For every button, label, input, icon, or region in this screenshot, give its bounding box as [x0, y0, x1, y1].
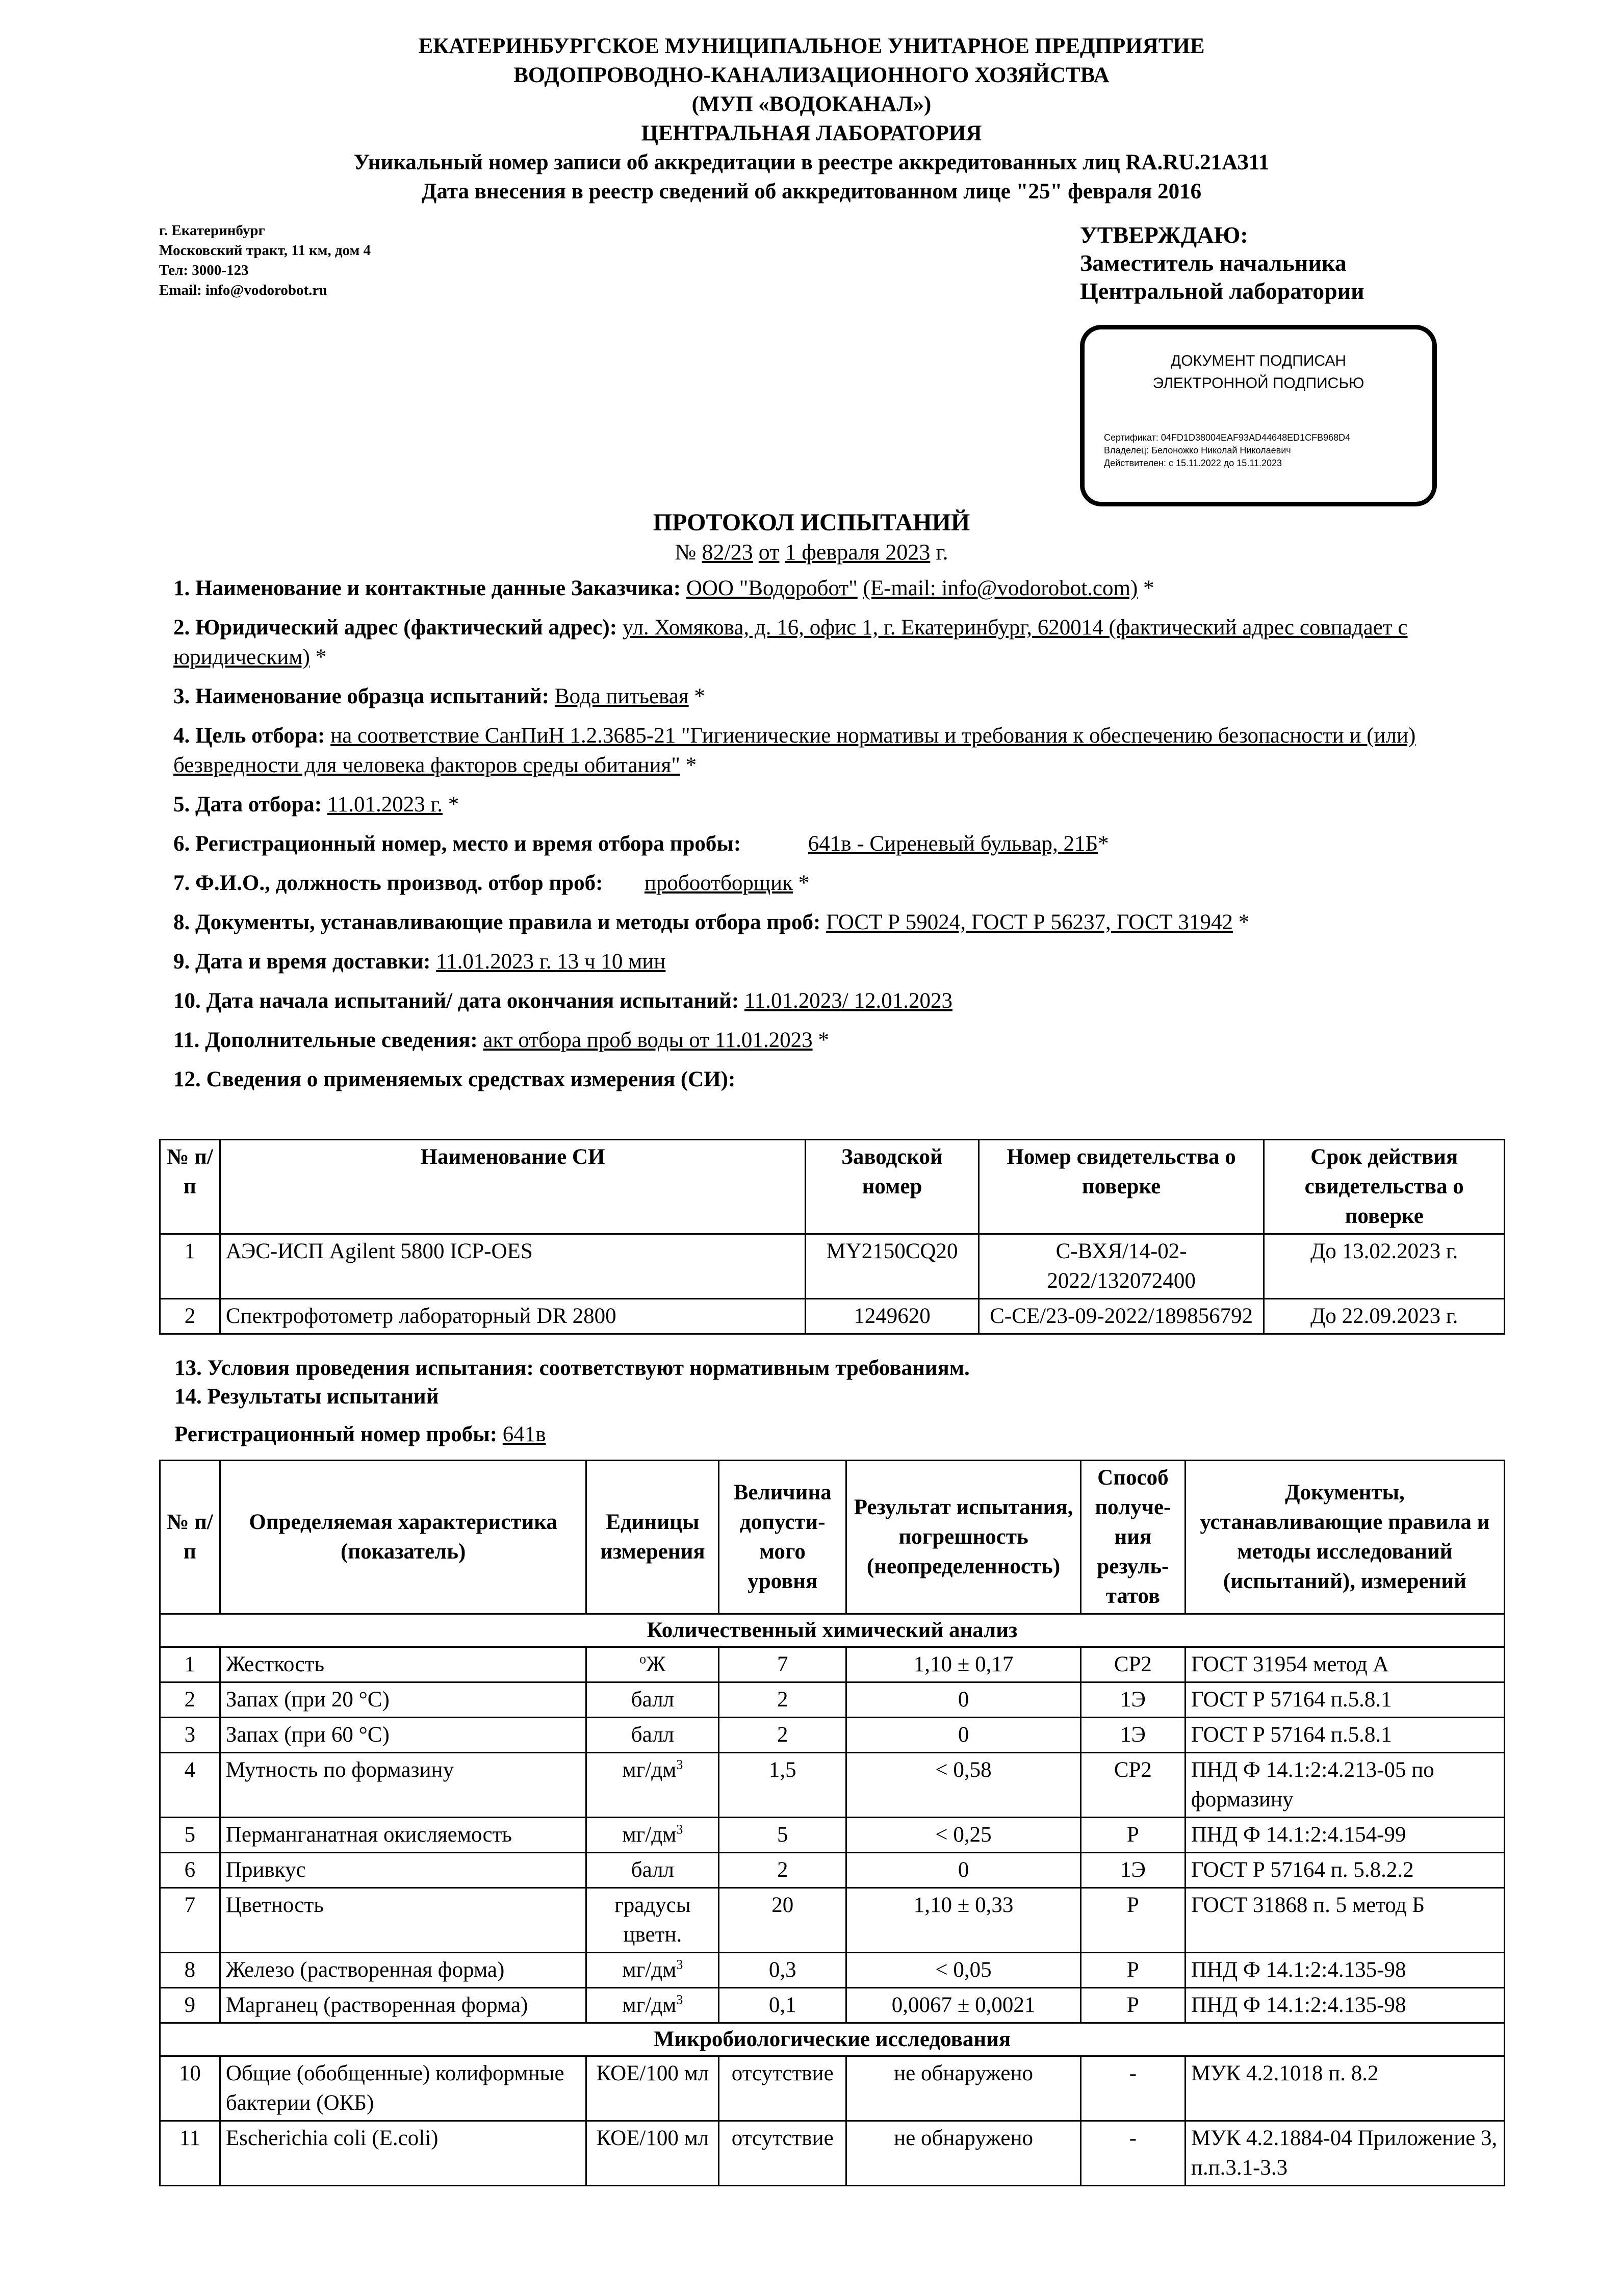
- cell-characteristic: Цветность: [220, 1888, 586, 1953]
- cell-documents: ПНД Ф 14.1:2:4.135-98: [1185, 1953, 1504, 1988]
- cell-num: 6: [160, 1853, 220, 1888]
- header-line-1: ЕКАТЕРИНБУРГСКОЕ МУНИЦИПАЛЬНОЕ УНИТАРНОЕ ПРЕДПРИЯТИЕ: [418, 34, 1205, 58]
- cell-limit: 0,3: [719, 1953, 846, 1988]
- item-value: 641в - Сиреневый бульвар, 21Б: [808, 832, 1098, 856]
- cell-method: Р: [1080, 1988, 1185, 2023]
- cell-limit: 2: [719, 1853, 846, 1888]
- cell-characteristic: Запах (при 20 °С): [220, 1682, 586, 1718]
- cell-num: 5: [160, 1818, 220, 1853]
- header-limit: Величина допусти-мого уровня: [719, 1461, 846, 1614]
- approval-block: [1080, 221, 1364, 305]
- table-row: [160, 1682, 1505, 1718]
- header-certificate: Номер свидетельства о поверке: [978, 1140, 1264, 1234]
- cell-unit: балл: [586, 1718, 719, 1753]
- item-test-conditions: 13. Условия проведения испытания: соответствуют нормативным требованиям.: [174, 1356, 970, 1380]
- item-value: Вода питьевая: [554, 684, 689, 708]
- cell-result: не обнаружено: [846, 2121, 1081, 2186]
- unit-text: мг/дм: [622, 1758, 677, 1782]
- cell-documents: ПНД Ф 14.1:2:4.135-98: [1185, 1988, 1504, 2023]
- item-sampler: [173, 869, 1479, 898]
- table-row: [160, 1988, 1505, 2023]
- table-row: [160, 1818, 1505, 1853]
- unit-text: мг/дм: [622, 1958, 677, 1982]
- protocol-title: ПРОТОКОЛ ИСПЫТАНИЙ: [653, 509, 970, 536]
- measuring-instruments-table: [159, 1139, 1505, 1335]
- cell-documents: ГОСТ 31868 п. 5 метод Б: [1185, 1888, 1504, 1953]
- cell-documents: ПНД Ф 14.1:2:4.213-05 по формазину: [1185, 1753, 1504, 1818]
- item-mark: *: [1143, 576, 1154, 600]
- header-result: Результат испытания, погрешность (неопределенность): [846, 1461, 1081, 1614]
- item-test-dates: [173, 986, 1479, 1016]
- header-num: № п/п: [160, 1140, 220, 1234]
- cell-result: 0,0067 ± 0,0021: [846, 1988, 1081, 2023]
- item-sample-name: [173, 682, 1479, 711]
- table-row: [160, 1647, 1505, 1682]
- cell-method: СР2: [1080, 1753, 1185, 1818]
- cell-characteristic: Железо (растворенная форма): [220, 1953, 586, 1988]
- item-label: 7. Ф.И.О., должность производ. отбор проб:: [173, 871, 603, 895]
- protocol-items: [173, 574, 1479, 1104]
- item-value-email: (E-mail: info@vodorobot.com): [863, 576, 1138, 600]
- cell-num: 11: [160, 2121, 220, 2186]
- section-chemical-analysis: Количественный химический анализ: [160, 1614, 1505, 1647]
- stamp-title: [1085, 350, 1432, 395]
- header-line-3: (МУП «ВОДОКАНАЛ»): [691, 92, 932, 116]
- unit-text: мг/дм: [622, 1823, 677, 1847]
- cell-method: Р: [1080, 1818, 1185, 1853]
- results-table: [159, 1460, 1505, 2186]
- unit-exponent: 3: [676, 1757, 683, 1772]
- cell-unit: [586, 1953, 719, 1988]
- item-label: 2. Юридический адрес (фактический адрес):: [173, 616, 617, 640]
- contact-city: г. Екатеринбург: [159, 222, 265, 239]
- item-mark: *: [818, 1028, 829, 1052]
- item-results-heading: 14. Результаты испытаний: [174, 1385, 439, 1409]
- cell-num: 1: [160, 1234, 220, 1299]
- unit-text: Ж: [646, 1652, 666, 1676]
- cell-limit: 2: [719, 1682, 846, 1718]
- table-header-row: [160, 1140, 1505, 1234]
- item-value: акт отбора проб воды от 11.01.2023: [483, 1028, 813, 1052]
- cell-unit: [586, 1818, 719, 1853]
- cell-si-name: АЭС-ИСП Agilent 5800 ICP-OES: [220, 1234, 805, 1299]
- item-sampling-date: [173, 790, 1479, 820]
- registration-label: Регистрационный номер пробы:: [174, 1422, 498, 1446]
- protocol-number: 82/23: [702, 540, 753, 565]
- unit-exponent: 3: [676, 1822, 683, 1837]
- cell-characteristic: Перманганатная окисляемость: [220, 1818, 586, 1853]
- item-additional-info: [173, 1026, 1479, 1055]
- cell-documents: ГОСТ 31954 метод А: [1185, 1647, 1504, 1682]
- cell-method: 1Э: [1080, 1718, 1185, 1753]
- stamp-validity: Действителен: с 15.11.2022 до 15.11.2023: [1104, 458, 1282, 468]
- cell-limit: отсутствие: [719, 2056, 846, 2121]
- header-documents: Документы, устанавливающие правила и методы исследований (испытаний), измерений: [1185, 1461, 1504, 1614]
- accreditation-date: Дата внесения в реестр сведений об аккредитованном лице "25" февраля 2016: [421, 180, 1202, 203]
- cell-characteristic: Escherichia coli (E.coli): [220, 2121, 586, 2186]
- cell-result: 1,10 ± 0,33: [846, 1888, 1081, 1953]
- header-validity: Срок действия свидетельства о поверке: [1264, 1140, 1505, 1234]
- cell-method: Р: [1080, 1888, 1185, 1953]
- cell-limit: 7: [719, 1647, 846, 1682]
- stamp-title-line-1: ДОКУМЕНТ ПОДПИСАН: [1170, 352, 1347, 369]
- header-num: № п/п: [160, 1461, 220, 1614]
- cell-num: 1: [160, 1647, 220, 1682]
- cell-unit: КОЕ/100 мл: [586, 2121, 719, 2186]
- contact-address: Московский тракт, 11 км, дом 4: [159, 242, 371, 259]
- item-mark: *: [1238, 910, 1250, 934]
- protocol-number-prefix: №: [675, 540, 697, 565]
- protocol-date: 1 февраля 2023: [785, 540, 931, 565]
- cell-characteristic: Жесткость: [220, 1647, 586, 1682]
- item-label: 12. Сведения о применяемых средствах измерения (СИ):: [173, 1067, 736, 1091]
- cell-unit: балл: [586, 1853, 719, 1888]
- unit-degree: о: [639, 1651, 647, 1667]
- approval-position-1: Заместитель начальника: [1080, 250, 1347, 276]
- item-value: 11.01.2023 г. 13 ч 10 мин: [436, 950, 666, 974]
- item-delivery-date: [173, 947, 1479, 977]
- cell-characteristic: Общие (обобщенные) колиформные бактерии (ОКБ): [220, 2056, 586, 2121]
- cell-num: 7: [160, 1888, 220, 1953]
- cell-documents: ГОСТ Р 57164 п.5.8.1: [1185, 1682, 1504, 1718]
- protocol-number-line: [0, 538, 1623, 567]
- stamp-details: [1104, 431, 1350, 470]
- item-legal-address: [173, 613, 1479, 672]
- cell-unit: градусы цветн.: [586, 1888, 719, 1953]
- header-si-name: Наименование СИ: [220, 1140, 805, 1234]
- cell-num: 8: [160, 1953, 220, 1988]
- cell-result: 0: [846, 1853, 1081, 1888]
- table-row: [160, 1888, 1505, 1953]
- cell-result: 0: [846, 1682, 1081, 1718]
- cell-certificate: С-СЕ/23-09-2022/189856792: [978, 1299, 1264, 1334]
- cell-characteristic: Запах (при 60 °С): [220, 1718, 586, 1753]
- item-mark: *: [448, 793, 459, 817]
- item-value: ГОСТ Р 59024, ГОСТ Р 56237, ГОСТ 31942: [826, 910, 1233, 934]
- contacts-block: [159, 221, 371, 300]
- cell-limit: 0,1: [719, 1988, 846, 2023]
- cell-unit: [586, 1647, 719, 1682]
- cell-documents: ГОСТ Р 57164 п. 5.8.2.2: [1185, 1853, 1504, 1888]
- approval-position-2: Центральной лаборатории: [1080, 278, 1364, 304]
- unit-exponent: 3: [676, 1992, 683, 2007]
- table-row: [160, 1853, 1505, 1888]
- cell-unit: балл: [586, 1682, 719, 1718]
- cell-method: 1Э: [1080, 1682, 1185, 1718]
- section-microbiology: Микробиологические исследования: [160, 2023, 1505, 2056]
- item-sampling-documents: [173, 908, 1479, 937]
- cell-validity: До 22.09.2023 г.: [1264, 1299, 1505, 1334]
- item-label: 11. Дополнительные сведения:: [173, 1028, 478, 1052]
- cell-limit: отсутствие: [719, 2121, 846, 2186]
- header-line-2: ВОДОПРОВОДНО-КАНАЛИЗАЦИОННОГО ХОЗЯЙСТВА: [513, 63, 1110, 87]
- table-header-row: [160, 1461, 1505, 1614]
- table-row: [160, 1753, 1505, 1818]
- cell-si-name: Спектрофотометр лабораторный DR 2800: [220, 1299, 805, 1334]
- header-characteristic: Определяемая характеристика (показатель): [220, 1461, 586, 1614]
- stamp-title-line-2: ЭЛЕКТРОННОЙ ПОДПИСЬЮ: [1152, 375, 1364, 392]
- cell-documents: ГОСТ Р 57164 п.5.8.1: [1185, 1718, 1504, 1753]
- table-row: [160, 2121, 1505, 2186]
- cell-documents: ПНД Ф 14.1:2:4.154-99: [1185, 1818, 1504, 1853]
- cell-method: -: [1080, 2056, 1185, 2121]
- header-unit: Единицы измерения: [586, 1461, 719, 1614]
- item-sampling-purpose: [173, 721, 1479, 780]
- cell-result: 1,10 ± 0,17: [846, 1647, 1081, 1682]
- item-measuring-instruments: [173, 1065, 1479, 1094]
- cell-method: 1Э: [1080, 1853, 1185, 1888]
- contact-email: Email: info@vodorobot.ru: [159, 282, 327, 298]
- registration-value: 641в: [502, 1422, 546, 1446]
- item-label: 3. Наименование образца испытаний:: [173, 684, 550, 708]
- cell-result: < 0,58: [846, 1753, 1081, 1818]
- cell-method: -: [1080, 2121, 1185, 2186]
- electronic-signature-stamp: [1080, 325, 1437, 506]
- stamp-certificate: Сертификат: 04FD1D38004EAF93AD44648ED1CFB968D4: [1104, 432, 1351, 443]
- unit-text: мг/дм: [622, 1993, 677, 2017]
- cell-num: 2: [160, 1682, 220, 1718]
- stamp-owner: Владелец: Белоножко Николай Николаевич: [1104, 445, 1291, 455]
- cell-limit: 5: [719, 1818, 846, 1853]
- item-label: 4. Цель отбора:: [173, 724, 325, 748]
- item-label: 5. Дата отбора:: [173, 793, 322, 817]
- item-label: 6. Регистрационный номер, место и время отбора пробы:: [173, 832, 741, 856]
- cell-num: 10: [160, 2056, 220, 2121]
- cell-num: 4: [160, 1753, 220, 1818]
- item-value: ул. Хомякова, д. 16, офис 1, г. Екатеринбург, 620014 (фактический адрес совпадает с юридическим): [173, 616, 1408, 669]
- cell-characteristic: Мутность по формазину: [220, 1753, 586, 1818]
- cell-unit: КОЕ/100 мл: [586, 2056, 719, 2121]
- section-row: [160, 2023, 1505, 2056]
- cell-limit: 20: [719, 1888, 846, 1953]
- item-label: 10. Дата начала испытаний/ дата окончания испытаний:: [173, 989, 739, 1013]
- cell-result: < 0,25: [846, 1818, 1081, 1853]
- cell-result: < 0,05: [846, 1953, 1081, 1988]
- item-customer: [173, 574, 1479, 603]
- unit-exponent: 3: [676, 1957, 683, 1972]
- cell-unit: [586, 1988, 719, 2023]
- item-label: 1. Наименование и контактные данные Заказчика:: [173, 576, 681, 600]
- cell-unit: [586, 1753, 719, 1818]
- item-registration-number: [173, 829, 1479, 859]
- item-value: на соответствие СанПиН 1.2.3685-21 "Гигиенические нормативы и требования к обеспечению безопасности и (или) безвредности для человека факторов среды обитания": [173, 724, 1416, 777]
- cell-documents: МУК 4.2.1884-04 Приложение 3, п.п.3.1-3.3: [1185, 2121, 1504, 2186]
- item-value: 11.01.2023 г.: [327, 793, 443, 817]
- cell-documents: МУК 4.2.1018 п. 8.2: [1185, 2056, 1504, 2121]
- cell-characteristic: Марганец (растворенная форма): [220, 1988, 586, 2023]
- protocol-date-suffix: г.: [936, 540, 948, 565]
- item-mark: *: [685, 753, 697, 777]
- item-value: 11.01.2023/ 12.01.2023: [744, 989, 952, 1013]
- header-method: Способ получе-ния резуль-татов: [1080, 1461, 1185, 1614]
- cell-limit: 1,5: [719, 1753, 846, 1818]
- item-mark: *: [694, 684, 705, 708]
- contact-phone: Тел: 3000-123: [159, 262, 249, 278]
- cell-method: СР2: [1080, 1647, 1185, 1682]
- item-value: ООО "Водоробот": [686, 576, 858, 600]
- table-row: [160, 1299, 1505, 1334]
- item-mark: *: [1098, 832, 1109, 856]
- item-label: 9. Дата и время доставки:: [173, 950, 431, 974]
- cell-serial: MY2150CQ20: [806, 1234, 979, 1299]
- organization-header: [0, 32, 1623, 206]
- approval-title: УТВЕРЖДАЮ:: [1080, 222, 1248, 248]
- item-mark: *: [315, 645, 327, 669]
- table-row: [160, 1953, 1505, 1988]
- cell-limit: 2: [719, 1718, 846, 1753]
- cell-num: 9: [160, 1988, 220, 2023]
- protocol-date-from: от: [758, 540, 780, 565]
- header-line-4: ЦЕНТРАЛЬНАЯ ЛАБОРАТОРИЯ: [641, 121, 982, 145]
- accreditation-number: Уникальный номер записи об аккредитации в реестре аккредитованных лиц RA.RU.21АЗ11: [353, 150, 1270, 174]
- cell-characteristic: Привкус: [220, 1853, 586, 1888]
- cell-num: 2: [160, 1299, 220, 1334]
- table-row: [160, 2056, 1505, 2121]
- results-intro: [174, 1354, 970, 1449]
- cell-result: 0: [846, 1718, 1081, 1753]
- header-serial: Заводской номер: [806, 1140, 979, 1234]
- table-row: [160, 1718, 1505, 1753]
- table-row: [160, 1234, 1505, 1299]
- item-mark: *: [798, 871, 810, 895]
- cell-num: 3: [160, 1718, 220, 1753]
- cell-serial: 1249620: [806, 1299, 979, 1334]
- item-value: пробоотборщик: [644, 871, 793, 895]
- item-label: 8. Документы, устанавливающие правила и методы отбора проб:: [173, 910, 821, 934]
- cell-validity: До 13.02.2023 г.: [1264, 1234, 1505, 1299]
- section-row: [160, 1614, 1505, 1647]
- cell-result: не обнаружено: [846, 2056, 1081, 2121]
- cell-method: Р: [1080, 1953, 1185, 1988]
- cell-certificate: С-ВХЯ/14-02-2022/132072400: [978, 1234, 1264, 1299]
